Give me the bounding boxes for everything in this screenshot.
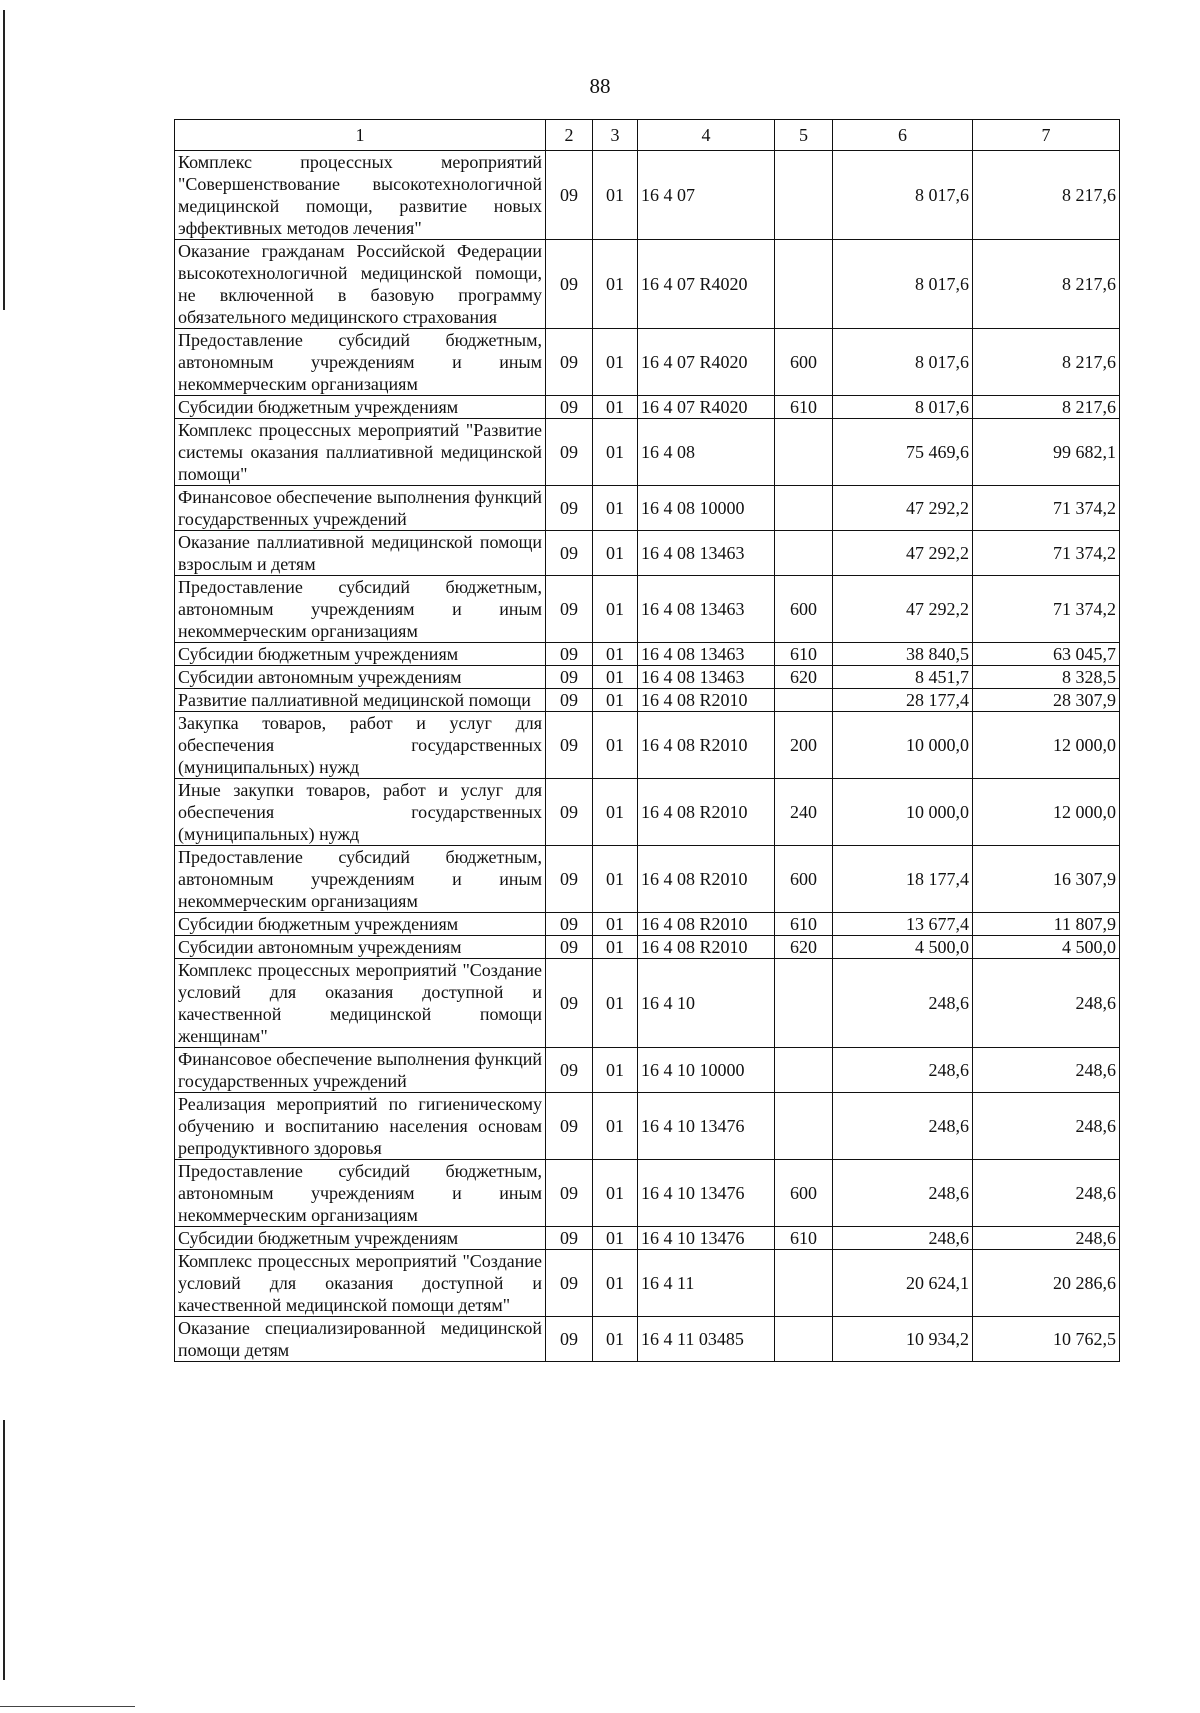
amount-year2-cell: 248,6 xyxy=(973,1048,1120,1093)
column-header: 1 xyxy=(175,120,546,151)
row-name-cell: Предоставление субсидий бюджетным, автономным учреждениям и иным некоммерческим организациям xyxy=(175,576,546,643)
expense-type-cell: 600 xyxy=(775,329,833,396)
amount-year1-cell: 47 292,2 xyxy=(833,486,973,531)
amount-year1-cell: 10 000,0 xyxy=(833,712,973,779)
table-row xyxy=(175,913,1120,936)
table-row xyxy=(175,1093,1120,1160)
table-row xyxy=(175,846,1120,913)
target-article-cell: 16 4 10 10000 xyxy=(638,1048,775,1093)
table-row xyxy=(175,419,1120,486)
section-code-cell: 09 xyxy=(546,846,593,913)
row-name-cell: Субсидии автономным учреждениям xyxy=(175,666,546,689)
amount-year1-cell: 4 500,0 xyxy=(833,936,973,959)
expense-type-cell: 610 xyxy=(775,396,833,419)
row-name-cell: Оказание гражданам Российской Федерации высокотехнологичной медицинской помощи, не включенной в базовую программу обязательного медицинского страхования xyxy=(175,240,546,329)
expense-type-cell: 600 xyxy=(775,846,833,913)
section-code-cell: 09 xyxy=(546,486,593,531)
target-article-cell: 16 4 11 xyxy=(638,1250,775,1317)
table-body xyxy=(175,151,1120,1362)
amount-year1-cell: 248,6 xyxy=(833,1227,973,1250)
section-code-cell: 09 xyxy=(546,1250,593,1317)
section-code-cell: 09 xyxy=(546,531,593,576)
target-article-cell: 16 4 08 R2010 xyxy=(638,712,775,779)
subsection-code-cell: 01 xyxy=(593,419,638,486)
section-code-cell: 09 xyxy=(546,240,593,329)
target-article-cell: 16 4 10 13476 xyxy=(638,1227,775,1250)
section-code-cell: 09 xyxy=(546,1227,593,1250)
subsection-code-cell: 01 xyxy=(593,643,638,666)
amount-year1-cell: 8 017,6 xyxy=(833,151,973,240)
table-row xyxy=(175,666,1120,689)
section-code-cell: 09 xyxy=(546,959,593,1048)
column-header: 5 xyxy=(775,120,833,151)
expense-type-cell xyxy=(775,151,833,240)
row-name-cell: Оказание паллиативной медицинской помощи взрослым и детям xyxy=(175,531,546,576)
amount-year2-cell: 12 000,0 xyxy=(973,712,1120,779)
section-code-cell: 09 xyxy=(546,396,593,419)
table-row xyxy=(175,689,1120,712)
section-code-cell: 09 xyxy=(546,913,593,936)
subsection-code-cell: 01 xyxy=(593,712,638,779)
amount-year1-cell: 38 840,5 xyxy=(833,643,973,666)
scan-edge-mark xyxy=(3,1420,5,1680)
row-name-cell: Комплекс процессных мероприятий "Развитие системы оказания паллиативной медицинской помощи" xyxy=(175,419,546,486)
section-code-cell: 09 xyxy=(546,666,593,689)
subsection-code-cell: 01 xyxy=(593,1093,638,1160)
amount-year2-cell: 8 217,6 xyxy=(973,151,1120,240)
scan-bottom-line xyxy=(0,1706,135,1707)
target-article-cell: 16 4 11 03485 xyxy=(638,1317,775,1362)
section-code-cell: 09 xyxy=(546,779,593,846)
scan-edge-mark xyxy=(3,10,5,310)
expense-type-cell xyxy=(775,959,833,1048)
table-row xyxy=(175,396,1120,419)
section-code-cell: 09 xyxy=(546,329,593,396)
subsection-code-cell: 01 xyxy=(593,151,638,240)
expense-type-cell: 610 xyxy=(775,643,833,666)
target-article-cell: 16 4 07 R4020 xyxy=(638,240,775,329)
target-article-cell: 16 4 08 R2010 xyxy=(638,936,775,959)
table-row xyxy=(175,643,1120,666)
target-article-cell: 16 4 07 xyxy=(638,151,775,240)
page-number: 88 xyxy=(589,74,611,98)
section-code-cell: 09 xyxy=(546,419,593,486)
expense-type-cell xyxy=(775,240,833,329)
table-row xyxy=(175,151,1120,240)
amount-year2-cell: 248,6 xyxy=(973,1093,1120,1160)
amount-year2-cell: 8 328,5 xyxy=(973,666,1120,689)
target-article-cell: 16 4 07 R4020 xyxy=(638,329,775,396)
table-row xyxy=(175,486,1120,531)
subsection-code-cell: 01 xyxy=(593,1160,638,1227)
table-row xyxy=(175,240,1120,329)
subsection-code-cell: 01 xyxy=(593,1227,638,1250)
subsection-code-cell: 01 xyxy=(593,1048,638,1093)
row-name-cell: Субсидии бюджетным учреждениям xyxy=(175,913,546,936)
amount-year2-cell: 10 762,5 xyxy=(973,1317,1120,1362)
expense-type-cell: 240 xyxy=(775,779,833,846)
amount-year2-cell: 11 807,9 xyxy=(973,913,1120,936)
expense-type-cell: 600 xyxy=(775,1160,833,1227)
subsection-code-cell: 01 xyxy=(593,689,638,712)
subsection-code-cell: 01 xyxy=(593,1317,638,1362)
subsection-code-cell: 01 xyxy=(593,531,638,576)
amount-year2-cell: 248,6 xyxy=(973,1160,1120,1227)
amount-year1-cell: 28 177,4 xyxy=(833,689,973,712)
expense-type-cell: 620 xyxy=(775,936,833,959)
table-row xyxy=(175,779,1120,846)
amount-year2-cell: 8 217,6 xyxy=(973,396,1120,419)
row-name-cell: Финансовое обеспечение выполнения функций государственных учреждений xyxy=(175,1048,546,1093)
column-header: 3 xyxy=(593,120,638,151)
expense-type-cell: 200 xyxy=(775,712,833,779)
subsection-code-cell: 01 xyxy=(593,240,638,329)
section-code-cell: 09 xyxy=(546,712,593,779)
subsection-code-cell: 01 xyxy=(593,396,638,419)
amount-year2-cell: 16 307,9 xyxy=(973,846,1120,913)
amount-year1-cell: 8 017,6 xyxy=(833,396,973,419)
subsection-code-cell: 01 xyxy=(593,779,638,846)
amount-year2-cell: 8 217,6 xyxy=(973,329,1120,396)
target-article-cell: 16 4 08 13463 xyxy=(638,576,775,643)
amount-year1-cell: 10 000,0 xyxy=(833,779,973,846)
section-code-cell: 09 xyxy=(546,576,593,643)
amount-year2-cell: 4 500,0 xyxy=(973,936,1120,959)
column-header: 6 xyxy=(833,120,973,151)
target-article-cell: 16 4 08 xyxy=(638,419,775,486)
table-row xyxy=(175,1317,1120,1362)
target-article-cell: 16 4 07 R4020 xyxy=(638,396,775,419)
amount-year1-cell: 248,6 xyxy=(833,1160,973,1227)
row-name-cell: Субсидии бюджетным учреждениям xyxy=(175,396,546,419)
table-row xyxy=(175,1227,1120,1250)
table-row xyxy=(175,936,1120,959)
target-article-cell: 16 4 08 13463 xyxy=(638,643,775,666)
row-name-cell: Субсидии автономным учреждениям xyxy=(175,936,546,959)
expense-type-cell: 610 xyxy=(775,913,833,936)
amount-year1-cell: 248,6 xyxy=(833,959,973,1048)
target-article-cell: 16 4 08 13463 xyxy=(638,666,775,689)
row-name-cell: Предоставление субсидий бюджетным, автономным учреждениям и иным некоммерческим организациям xyxy=(175,1160,546,1227)
section-code-cell: 09 xyxy=(546,936,593,959)
expense-type-cell xyxy=(775,419,833,486)
section-code-cell: 09 xyxy=(546,689,593,712)
target-article-cell: 16 4 10 13476 xyxy=(638,1160,775,1227)
subsection-code-cell: 01 xyxy=(593,913,638,936)
expense-type-cell: 600 xyxy=(775,576,833,643)
row-name-cell: Комплекс процессных мероприятий "Создание условий для оказания доступной и качественной медицинской помощи женщинам" xyxy=(175,959,546,1048)
table-header-row xyxy=(175,120,1120,151)
expense-type-cell xyxy=(775,486,833,531)
amount-year1-cell: 248,6 xyxy=(833,1093,973,1160)
subsection-code-cell: 01 xyxy=(593,576,638,643)
row-name-cell: Реализация мероприятий по гигиеническому обучению и воспитанию населения основам репродуктивного здоровья xyxy=(175,1093,546,1160)
target-article-cell: 16 4 08 R2010 xyxy=(638,846,775,913)
target-article-cell: 16 4 08 10000 xyxy=(638,486,775,531)
expense-type-cell xyxy=(775,1317,833,1362)
row-name-cell: Комплекс процессных мероприятий "Создание условий для оказания доступной и качественной медицинской помощи детям" xyxy=(175,1250,546,1317)
amount-year1-cell: 20 624,1 xyxy=(833,1250,973,1317)
amount-year1-cell: 18 177,4 xyxy=(833,846,973,913)
table-row xyxy=(175,959,1120,1048)
amount-year2-cell: 71 374,2 xyxy=(973,486,1120,531)
table-row xyxy=(175,712,1120,779)
section-code-cell: 09 xyxy=(546,1317,593,1362)
amount-year1-cell: 8 017,6 xyxy=(833,240,973,329)
amount-year2-cell: 99 682,1 xyxy=(973,419,1120,486)
subsection-code-cell: 01 xyxy=(593,936,638,959)
row-name-cell: Закупка товаров, работ и услуг для обеспечения государственных (муниципальных) нужд xyxy=(175,712,546,779)
expense-type-cell xyxy=(775,1093,833,1160)
amount-year2-cell: 248,6 xyxy=(973,1227,1120,1250)
amount-year1-cell: 10 934,2 xyxy=(833,1317,973,1362)
amount-year1-cell: 13 677,4 xyxy=(833,913,973,936)
row-name-cell: Иные закупки товаров, работ и услуг для обеспечения государственных (муниципальных) нужд xyxy=(175,779,546,846)
subsection-code-cell: 01 xyxy=(593,1250,638,1317)
table-row xyxy=(175,1160,1120,1227)
amount-year1-cell: 47 292,2 xyxy=(833,576,973,643)
target-article-cell: 16 4 08 13463 xyxy=(638,531,775,576)
target-article-cell: 16 4 10 13476 xyxy=(638,1093,775,1160)
target-article-cell: 16 4 08 R2010 xyxy=(638,779,775,846)
subsection-code-cell: 01 xyxy=(593,486,638,531)
amount-year2-cell: 71 374,2 xyxy=(973,576,1120,643)
column-header: 7 xyxy=(973,120,1120,151)
amount-year1-cell: 8 017,6 xyxy=(833,329,973,396)
amount-year2-cell: 28 307,9 xyxy=(973,689,1120,712)
column-header: 4 xyxy=(638,120,775,151)
column-header: 2 xyxy=(546,120,593,151)
amount-year1-cell: 248,6 xyxy=(833,1048,973,1093)
row-name-cell: Субсидии бюджетным учреждениям xyxy=(175,643,546,666)
row-name-cell: Предоставление субсидий бюджетным, автономным учреждениям и иным некоммерческим организациям xyxy=(175,329,546,396)
expense-type-cell: 610 xyxy=(775,1227,833,1250)
table-row xyxy=(175,531,1120,576)
expense-type-cell xyxy=(775,531,833,576)
expense-type-cell xyxy=(775,1048,833,1093)
table-row xyxy=(175,329,1120,396)
row-name-cell: Комплекс процессных мероприятий "Совершенствование высокотехнологичной медицинской помощи, развитие новых эффективных методов лечения" xyxy=(175,151,546,240)
section-code-cell: 09 xyxy=(546,1093,593,1160)
section-code-cell: 09 xyxy=(546,643,593,666)
amount-year2-cell: 71 374,2 xyxy=(973,531,1120,576)
amount-year1-cell: 8 451,7 xyxy=(833,666,973,689)
subsection-code-cell: 01 xyxy=(593,959,638,1048)
row-name-cell: Развитие паллиативной медицинской помощи xyxy=(175,689,546,712)
expense-type-cell xyxy=(775,689,833,712)
section-code-cell: 09 xyxy=(546,1160,593,1227)
expense-type-cell: 620 xyxy=(775,666,833,689)
target-article-cell: 16 4 08 R2010 xyxy=(638,913,775,936)
row-name-cell: Предоставление субсидий бюджетным, автономным учреждениям и иным некоммерческим организациям xyxy=(175,846,546,913)
section-code-cell: 09 xyxy=(546,1048,593,1093)
table-row xyxy=(175,1250,1120,1317)
amount-year2-cell: 248,6 xyxy=(973,959,1120,1048)
row-name-cell: Оказание специализированной медицинской помощи детям xyxy=(175,1317,546,1362)
row-name-cell: Финансовое обеспечение выполнения функций государственных учреждений xyxy=(175,486,546,531)
subsection-code-cell: 01 xyxy=(593,666,638,689)
amount-year2-cell: 20 286,6 xyxy=(973,1250,1120,1317)
subsection-code-cell: 01 xyxy=(593,846,638,913)
target-article-cell: 16 4 08 R2010 xyxy=(638,689,775,712)
target-article-cell: 16 4 10 xyxy=(638,959,775,1048)
expense-type-cell xyxy=(775,1250,833,1317)
amount-year2-cell: 63 045,7 xyxy=(973,643,1120,666)
amount-year1-cell: 75 469,6 xyxy=(833,419,973,486)
amount-year2-cell: 12 000,0 xyxy=(973,779,1120,846)
row-name-cell: Субсидии бюджетным учреждениям xyxy=(175,1227,546,1250)
amount-year2-cell: 8 217,6 xyxy=(973,240,1120,329)
section-code-cell: 09 xyxy=(546,151,593,240)
table-row xyxy=(175,1048,1120,1093)
table-row xyxy=(175,576,1120,643)
subsection-code-cell: 01 xyxy=(593,329,638,396)
budget-table xyxy=(174,119,1120,1362)
amount-year1-cell: 47 292,2 xyxy=(833,531,973,576)
